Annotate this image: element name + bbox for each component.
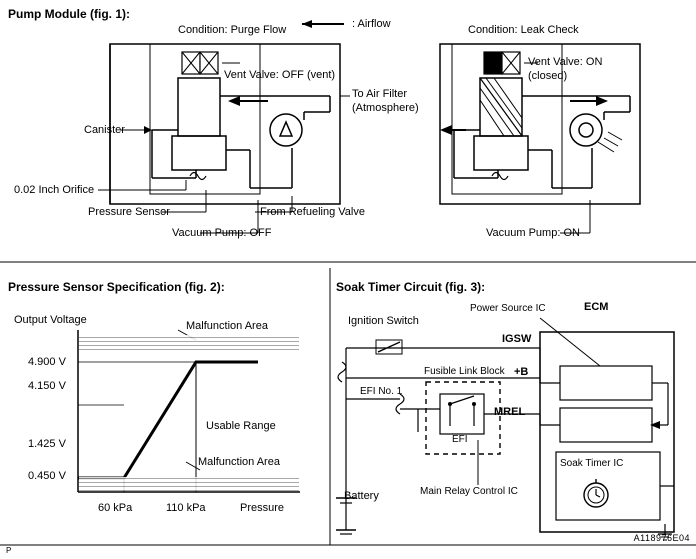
malfunction-band-bottom (79, 477, 299, 491)
fig2-ytick-0: 4.900 V (28, 356, 66, 368)
fusible-link-block-label: Fusible Link Block (424, 366, 505, 377)
efi-label: EFI (452, 434, 468, 445)
left-vacuum-pump-label: Vacuum Pump: OFF (172, 227, 272, 239)
malfunction-band-top (79, 335, 299, 350)
fig2-xtick-0: 60 kPa (98, 502, 133, 514)
fig2-ylabel: Output Voltage (14, 314, 87, 326)
fig2-xtick-1: 110 kPa (166, 502, 206, 514)
left-vent-valve-label: Vent Valve: OFF (vent) (224, 69, 336, 81)
fig2-ytick-1: 4.150 V (28, 380, 66, 392)
fig3-title: Soak Timer Circuit (fig. 3): (336, 280, 486, 294)
fig2-xlabel: Pressure (240, 502, 285, 514)
canister-label: Canister (84, 124, 125, 136)
fig2-ytick-2: 1.425 V (28, 438, 66, 450)
ecm-label: ECM (584, 301, 609, 313)
fig2-malfunction-top: Malfunction Area (186, 320, 268, 332)
mrel-label: MREL (494, 406, 526, 418)
fig2-malfunction-bottom: Malfunction Area (198, 456, 280, 468)
power-source-ic-label: Power Source IC (470, 303, 546, 314)
airflow-legend-label: : Airflow (352, 18, 391, 30)
fig2-usable-range: Usable Range (206, 420, 276, 432)
right-vent-valve-label-1: Vent Valve: ON (528, 56, 603, 68)
right-condition-label: Condition: Leak Check (468, 24, 579, 36)
atmosphere-label: (Atmosphere) (352, 102, 419, 114)
efi-no1-label: EFI No. 1 (360, 386, 403, 397)
fig2-title: Pressure Sensor Specification (fig. 2): (8, 280, 225, 294)
igsw-label: IGSW (502, 333, 532, 345)
orifice-label: 0.02 Inch Orifice (14, 184, 95, 196)
soak-timer-ic-label: Soak Timer IC (560, 458, 624, 469)
page-mark: P (6, 546, 12, 555)
plus-b-label: +B (514, 366, 529, 378)
fig1-title: Pump Module (fig. 1): (8, 7, 130, 21)
right-vacuum-pump-label: Vacuum Pump: ON (486, 227, 580, 239)
document-code: A118976E04 (633, 533, 690, 543)
left-condition-label: Condition: Purge Flow (178, 24, 287, 36)
right-vent-valve-label-2: (closed) (528, 70, 568, 82)
ignition-switch-label: Ignition Switch (348, 315, 419, 327)
from-refueling-valve-label: From Refueling Valve (260, 206, 365, 218)
main-relay-control-ic-label: Main Relay Control IC (420, 486, 518, 497)
pressure-sensor-label: Pressure Sensor (88, 206, 170, 218)
fig2-ytick-3: 0.450 V (28, 470, 66, 482)
to-air-filter-label: To Air Filter (352, 88, 408, 100)
battery-label: Battery (344, 490, 379, 502)
